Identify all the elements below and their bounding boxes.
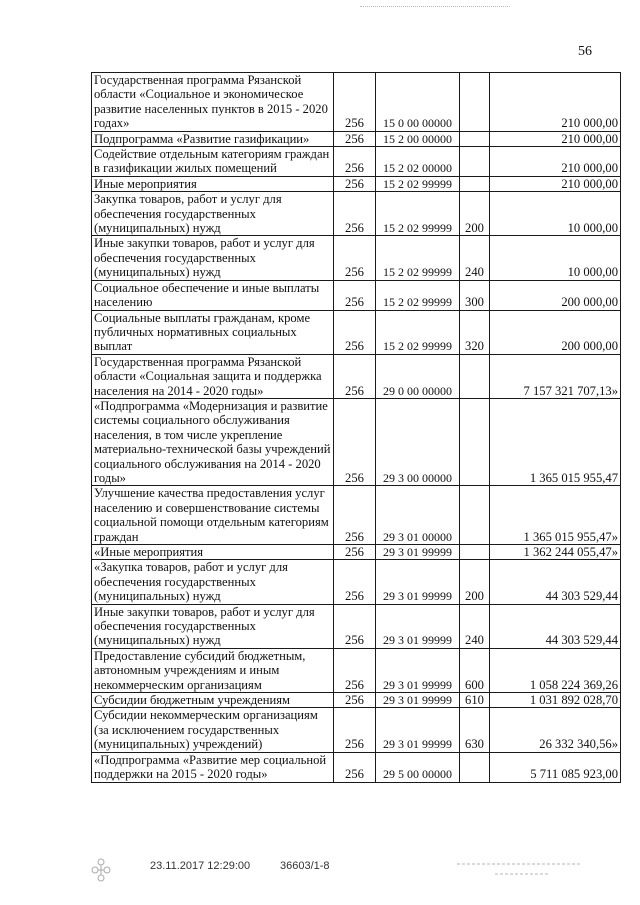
row-amount-cell: 200 000,00 [490, 280, 621, 310]
row-name-cell: Содействие отдельным категориям граждан в газификации жилых помещений [92, 147, 334, 177]
row-name-cell: Государственная программа Рязанской области «Социальное и экономическое развитие населенных пунктов в 2015 - 2020 годах» [92, 73, 334, 132]
row-expense-type-cell: 300 [460, 280, 490, 310]
row-name-cell: Предоставление субсидий бюджетным, автономным учреждениям и иным некоммерческим организациям [92, 648, 334, 692]
row-amount-cell: 44 303 529,44 [490, 560, 621, 604]
row-target-article-cell: 29 3 01 99999 [376, 604, 460, 648]
row-code-cell: 256 [334, 708, 376, 752]
row-code-cell: 256 [334, 693, 376, 708]
row-expense-type-cell: 240 [460, 604, 490, 648]
row-expense-type-cell [460, 752, 490, 782]
row-expense-type-cell [460, 147, 490, 177]
row-name-cell: Улучшение качества предоставления услуг населению и совершенствование системы социальной помощи отдельным категориям граждан [92, 486, 334, 545]
row-expense-type-cell: 600 [460, 648, 490, 692]
table-row [92, 280, 621, 310]
row-amount-cell: 210 000,00 [490, 176, 621, 191]
row-target-article-cell: 15 2 00 00000 [376, 131, 460, 146]
table-row [92, 648, 621, 692]
table-row [92, 604, 621, 648]
row-amount-cell: 1 031 892 028,70 [490, 693, 621, 708]
table-row [92, 236, 621, 280]
table-row [92, 131, 621, 146]
row-target-article-cell: 15 2 02 99999 [376, 280, 460, 310]
row-expense-type-cell: 630 [460, 708, 490, 752]
row-code-cell: 256 [334, 752, 376, 782]
row-code-cell: 256 [334, 648, 376, 692]
row-code-cell: 256 [334, 604, 376, 648]
budget-table-body [92, 73, 621, 783]
row-expense-type-cell [460, 176, 490, 191]
row-name-cell: «Подпрограмма «Модернизация и развитие системы социального обслуживания населения, в том числе укрепление материально-технической базы учреждений социального обслуживания на 2014 - 2020 годы» [92, 398, 334, 485]
row-name-cell: «Подпрограмма «Развитие мер социальной поддержки на 2015 - 2020 годы» [92, 752, 334, 782]
row-expense-type-cell [460, 131, 490, 146]
table-row [92, 560, 621, 604]
row-expense-type-cell [460, 73, 490, 132]
table-row [92, 708, 621, 752]
row-expense-type-cell [460, 398, 490, 485]
row-target-article-cell: 29 3 01 99999 [376, 560, 460, 604]
row-name-cell: Иные мероприятия [92, 176, 334, 191]
row-target-article-cell: 15 0 00 00000 [376, 73, 460, 132]
row-amount-cell: 1 362 244 055,47» [490, 545, 621, 560]
row-target-article-cell: 15 2 02 99999 [376, 176, 460, 191]
table-row [92, 693, 621, 708]
row-target-article-cell: 29 3 01 99999 [376, 708, 460, 752]
row-name-cell: Социальные выплаты гражданам, кроме публичных нормативных социальных выплат [92, 310, 334, 354]
row-target-article-cell: 29 0 00 00000 [376, 354, 460, 398]
row-amount-cell: 7 157 321 707,13» [490, 354, 621, 398]
row-target-article-cell: 29 3 01 99999 [376, 648, 460, 692]
row-name-cell: «Иные мероприятия [92, 545, 334, 560]
row-amount-cell: 1 058 224 369,26 [490, 648, 621, 692]
row-expense-type-cell [460, 354, 490, 398]
row-amount-cell: 210 000,00 [490, 131, 621, 146]
scan-edge-marks [360, 6, 510, 11]
page-number: 56 [578, 44, 592, 59]
row-expense-type-cell: 610 [460, 693, 490, 708]
table-row [92, 545, 621, 560]
qr-stamp-icon [88, 856, 114, 886]
row-amount-cell: 210 000,00 [490, 73, 621, 132]
table-row [92, 354, 621, 398]
row-expense-type-cell: 200 [460, 192, 490, 236]
row-name-cell: Государственная программа Рязанской области «Социальная защита и поддержка населения на 2014 - 2020 годы» [92, 354, 334, 398]
row-amount-cell: 1 365 015 955,47» [490, 486, 621, 545]
row-code-cell: 256 [334, 560, 376, 604]
row-expense-type-cell [460, 545, 490, 560]
row-code-cell: 256 [334, 545, 376, 560]
row-target-article-cell: 15 2 02 99999 [376, 236, 460, 280]
row-expense-type-cell: 240 [460, 236, 490, 280]
row-target-article-cell: 15 2 02 99999 [376, 192, 460, 236]
row-amount-cell: 5 711 085 923,00 [490, 752, 621, 782]
row-target-article-cell: 15 2 02 99999 [376, 310, 460, 354]
row-code-cell: 256 [334, 131, 376, 146]
row-amount-cell: 210 000,00 [490, 147, 621, 177]
row-amount-cell: 10 000,00 [490, 236, 621, 280]
row-name-cell: Иные закупки товаров, работ и услуг для обеспечения государственных (муниципальных) нужд [92, 236, 334, 280]
row-name-cell: Иные закупки товаров, работ и услуг для обеспечения государственных (муниципальных) нужд [92, 604, 334, 648]
row-target-article-cell: 29 3 01 99999 [376, 693, 460, 708]
row-expense-type-cell: 200 [460, 560, 490, 604]
row-name-cell: Социальное обеспечение и иные выплаты населению [92, 280, 334, 310]
row-code-cell: 256 [334, 73, 376, 132]
row-name-cell: Подпрограмма «Развитие газификации» [92, 131, 334, 146]
row-name-cell: Закупка товаров, работ и услуг для обеспечения государственных (муниципальных) нужд [92, 192, 334, 236]
faded-registration-stamp [455, 856, 585, 882]
row-code-cell: 256 [334, 176, 376, 191]
row-amount-cell: 1 365 015 955,47 [490, 398, 621, 485]
row-amount-cell: 26 332 340,56» [490, 708, 621, 752]
row-code-cell: 256 [334, 236, 376, 280]
table-row [92, 310, 621, 354]
table-row [92, 486, 621, 545]
row-expense-type-cell: 320 [460, 310, 490, 354]
row-code-cell: 256 [334, 486, 376, 545]
budget-table [91, 72, 621, 783]
row-code-cell: 256 [334, 147, 376, 177]
row-target-article-cell: 29 5 00 00000 [376, 752, 460, 782]
row-target-article-cell: 15 2 02 00000 [376, 147, 460, 177]
table-row [92, 176, 621, 191]
row-amount-cell: 44 303 529,44 [490, 604, 621, 648]
table-row [92, 398, 621, 485]
footer-document-number: 36603/1-8 [280, 860, 330, 872]
table-row [92, 147, 621, 177]
row-code-cell: 256 [334, 398, 376, 485]
footer-timestamp: 23.11.2017 12:29:00 [150, 860, 251, 872]
table-row [92, 192, 621, 236]
table-row [92, 73, 621, 132]
row-code-cell: 256 [334, 192, 376, 236]
row-code-cell: 256 [334, 354, 376, 398]
row-name-cell: Субсидии некоммерческим организациям (за исключением государственных (муниципальных) учреждений) [92, 708, 334, 752]
row-name-cell: Субсидии бюджетным учреждениям [92, 693, 334, 708]
table-row [92, 752, 621, 782]
row-amount-cell: 200 000,00 [490, 310, 621, 354]
row-target-article-cell: 29 3 00 00000 [376, 398, 460, 485]
row-expense-type-cell [460, 486, 490, 545]
row-target-article-cell: 29 3 01 99999 [376, 545, 460, 560]
row-name-cell: «Закупка товаров, работ и услуг для обеспечения государственных (муниципальных) нужд [92, 560, 334, 604]
row-code-cell: 256 [334, 280, 376, 310]
row-target-article-cell: 29 3 01 00000 [376, 486, 460, 545]
row-code-cell: 256 [334, 310, 376, 354]
row-amount-cell: 10 000,00 [490, 192, 621, 236]
